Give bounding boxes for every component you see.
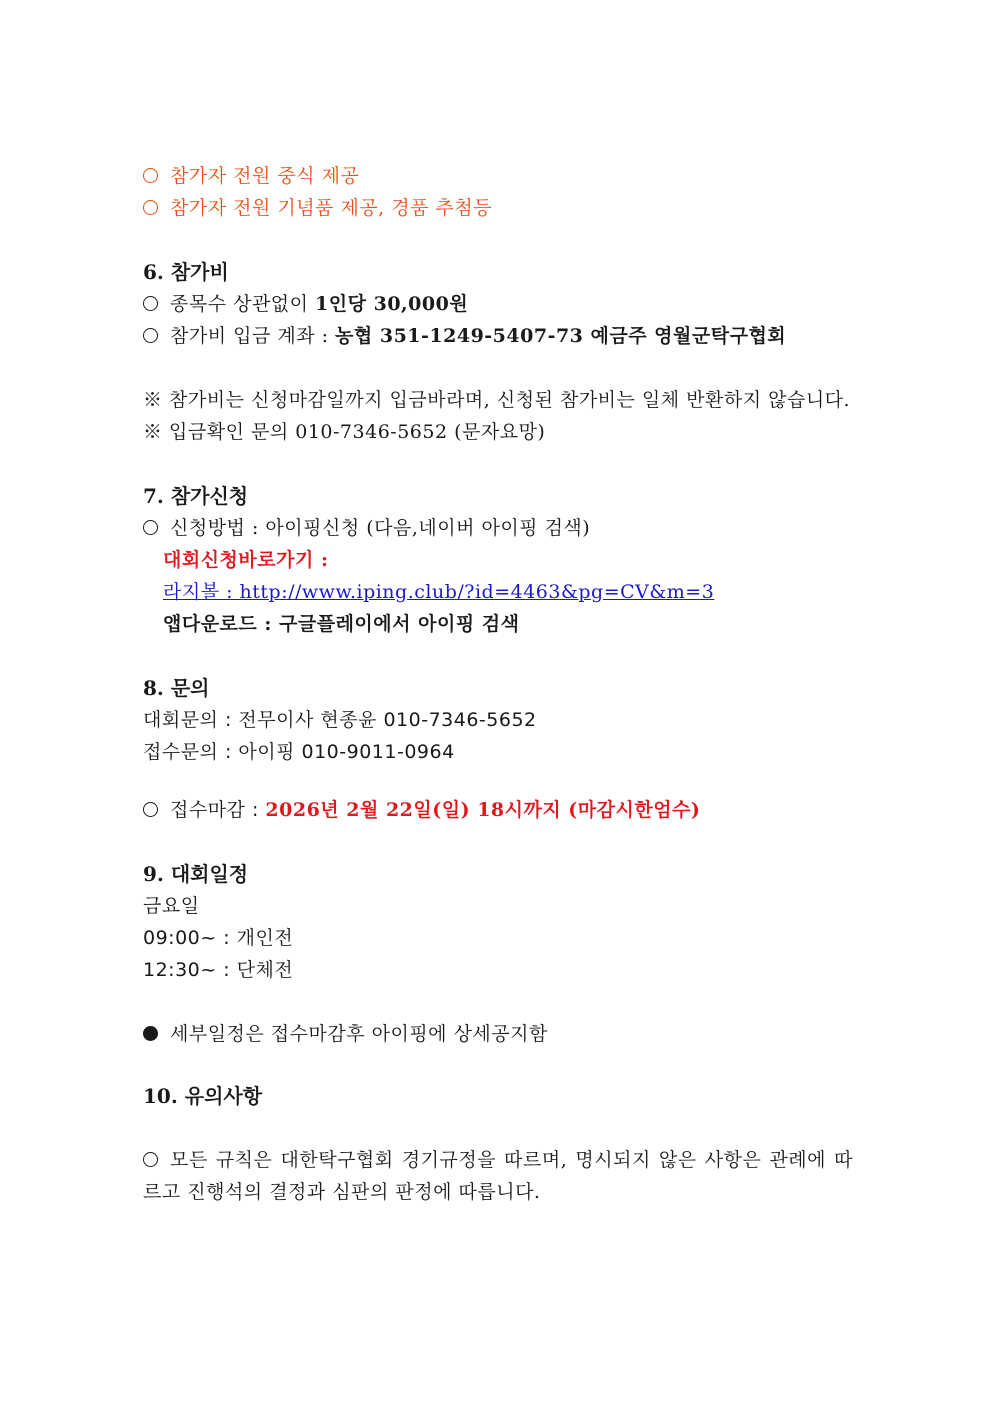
- circle-bullet-icon: [143, 328, 158, 343]
- inquiry-line-2: 접수문의 : 아이핑 010-9011-0964: [143, 741, 455, 763]
- circle-bullet-icon: [143, 1152, 158, 1167]
- apply-method: [143, 512, 853, 544]
- benefit-text: 참가자 전원 기념품 제공, 경품 추첨등: [170, 197, 493, 219]
- document-page: [143, 160, 853, 1208]
- notes-paragraph: [143, 1144, 853, 1208]
- section-heading-schedule: 9. 대회일정: [143, 862, 249, 886]
- fee-amount: 1인당 30,000원: [315, 293, 469, 315]
- section-heading-notes: 10. 유의사항: [143, 1084, 263, 1108]
- bank-account: 농협 351-1249-5407-73 예금주 영월군탁구협회: [335, 325, 787, 347]
- section-heading-apply: 7. 참가신청: [143, 484, 249, 508]
- inquiry-line-1: 대회문의 : 전무이사 현종윤 010-7346-5652: [143, 709, 537, 731]
- fee-item-label: 종목수 상관없이: [170, 293, 316, 315]
- deadline: [143, 794, 853, 826]
- apply-link-row: [143, 576, 853, 608]
- fee-note-2: ※ 입금확인 문의 010-7346-5652 (문자요망): [143, 421, 546, 443]
- section-heading-fee: 6. 참가비: [143, 260, 229, 284]
- apply-method-text: 신청방법 : 아이핑신청 (다음,네이버 아이핑 검색): [170, 517, 591, 539]
- fee-item-1: [143, 288, 853, 320]
- benefit-item-1: [143, 160, 853, 192]
- schedule-notice-text: 세부일정은 접수마감후 아이핑에 상세공지함: [170, 1023, 548, 1045]
- circle-bullet-icon: [143, 200, 158, 215]
- circle-bullet-icon: [143, 296, 158, 311]
- schedule-item-2: 12:30~ : 단체전: [143, 959, 294, 981]
- fee-note-1: ※ 참가비는 신청마감일까지 입금바라며, 신청된 참가비는 일체 반환하지 않습니다.: [143, 389, 851, 411]
- schedule-day: 금요일: [143, 895, 200, 917]
- schedule-notice: [143, 1018, 853, 1050]
- fee-item-2: [143, 320, 853, 352]
- circle-bullet-icon: [143, 802, 158, 817]
- app-download: 앱다운로드 : 구글플레이에서 아이핑 검색: [163, 613, 520, 635]
- circle-bullet-icon: [143, 168, 158, 183]
- filled-circle-bullet-icon: [143, 1026, 158, 1041]
- apply-link[interactable]: 라지볼 : http://www.iping.club/?id=4463&pg=CV&m=3: [163, 581, 715, 603]
- notes-text: 모든 규칙은 대한탁구협회 경기규정을 따르며, 명시되지 않은 사항은 관례에 따르고 진행석의 결정과 심판의 판정에 따릅니다.: [143, 1149, 853, 1203]
- section-heading-inquiry: 8. 문의: [143, 676, 210, 700]
- benefit-text: 참가자 전원 중식 제공: [170, 165, 360, 187]
- fee-item-label: 참가비 입금 계좌 :: [170, 325, 336, 347]
- schedule-item-1: 09:00~ : 개인전: [143, 927, 294, 949]
- deadline-label: 접수마감 :: [170, 799, 266, 821]
- benefit-item-2: [143, 192, 853, 224]
- apply-shortcut-label: 대회신청바로가기 :: [163, 549, 329, 571]
- deadline-value: 2026년 2월 22일(일) 18시까지 (마감시한엄수): [265, 799, 701, 821]
- circle-bullet-icon: [143, 520, 158, 535]
